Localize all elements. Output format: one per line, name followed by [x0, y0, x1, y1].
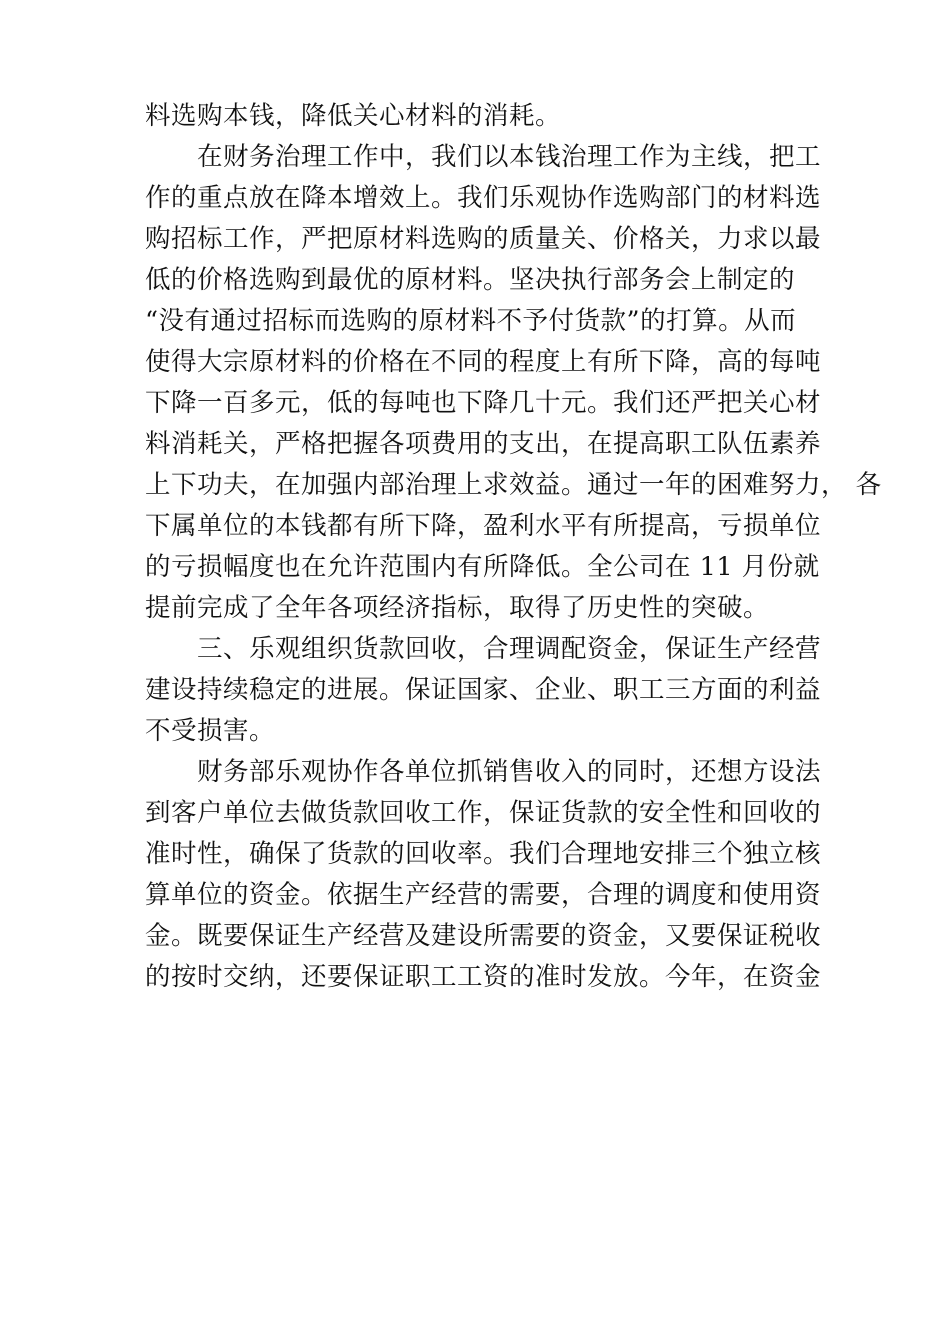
text-line: 提前完成了全年各项经济指标，取得了历史性的突破。 [145, 593, 770, 623]
text-line: 到客户单位去做货款回收工作，保证货款的安全性和回收的 [145, 798, 822, 828]
text-line: 下属单位的本钱都有所下降，盈利水平有所提高，亏损单位 [145, 511, 822, 541]
text-line: 购招标工作，严把原材料选购的质量关、价格关，力求以最 [145, 224, 822, 254]
text-line: 算单位的资金。依据生产经营的需要，合理的调度和使用资 [145, 880, 822, 910]
text-line: 三、乐观组织货款回收，合理调配资金，保证生产经营 [197, 634, 822, 664]
text-line: 作的重点放在降本增效上。我们乐观协作选购部门的材料选 [145, 183, 822, 213]
text-line: 金。既要保证生产经营及建设所需要的资金，又要保证税收 [145, 921, 822, 951]
text-line: 使得大宗原材料的价格在不同的程度上有所下降，高的每吨 [145, 347, 822, 377]
text-line: 财务部乐观协作各单位抓销售收入的同时，还想方设法 [197, 757, 822, 787]
document-body [145, 96, 882, 998]
text-line: 准时性，确保了货款的回收率。我们合理地安排三个独立核 [145, 839, 822, 869]
text-line: 低的价格选购到最优的原材料。坚决执行部务会上制定的 [145, 265, 796, 295]
text-line: 的按时交纳，还要保证职工工资的准时发放。今年，在资金 [145, 962, 822, 992]
text-line: 在财务治理工作中，我们以本钱治理工作为主线，把工 [197, 142, 822, 172]
text-line: 下降一百多元，低的每吨也下降几十元。我们还严把关心材 [145, 388, 822, 418]
text-line: 料消耗关，严格把握各项费用的支出，在提高职工队伍素养 [145, 429, 822, 459]
text-line: 不受损害。 [145, 716, 276, 746]
text-line: 料选购本钱，降低关心材料的消耗。 [145, 101, 562, 131]
text-line: 的亏损幅度也在允许范围内有所降低。全公司在 11 月份就 [145, 552, 820, 582]
text-line: 建设持续稳定的进展。保证国家、企业、职工三方面的利益 [145, 675, 822, 705]
text-line: “没有通过招标而选购的原材料不予付货款”的打算。从而 [145, 306, 797, 336]
text-line: 上下功夫，在加强内部治理上求效益。通过一年的困难努力， 各 [145, 470, 882, 500]
